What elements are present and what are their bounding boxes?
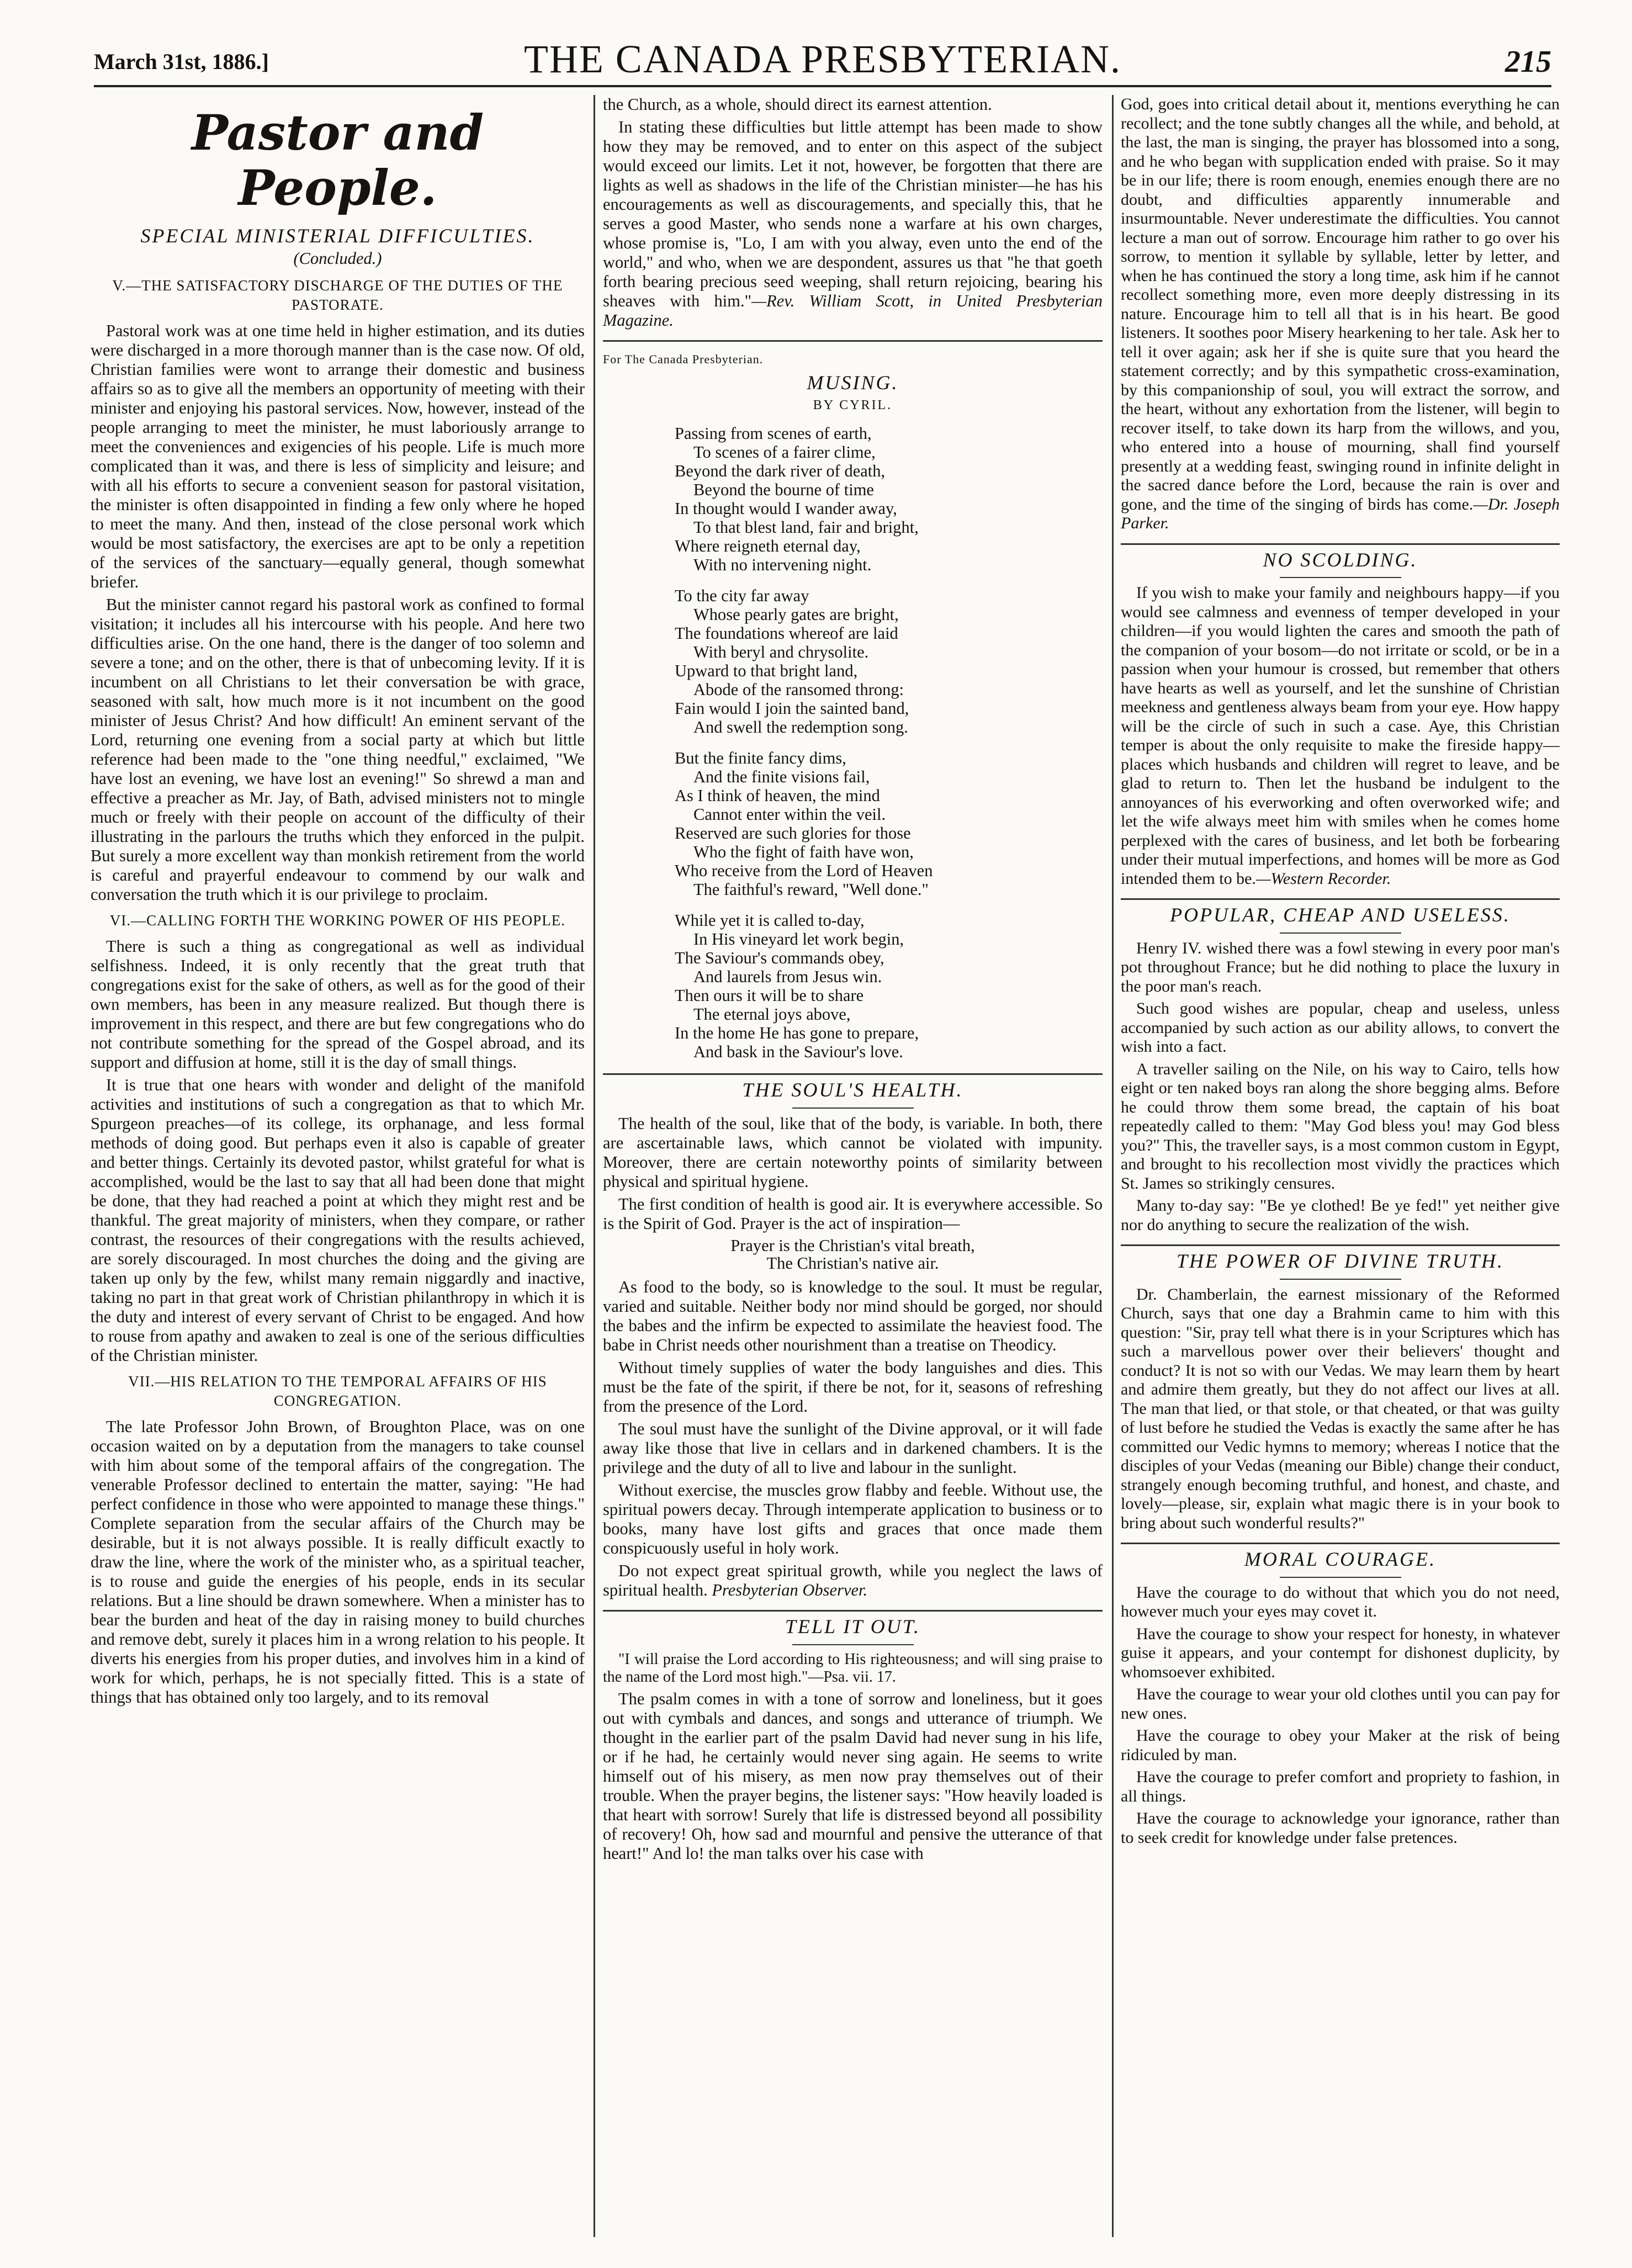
paragraph: Have the courage to acknowledge your ignorance, rather than to seek credit for knowledge under false pretences. [1121,1809,1560,1847]
poem-line: Then ours it will be to share [675,986,864,1005]
poem-line: Upward to that bright land, [675,661,858,680]
divider [1121,1543,1560,1544]
poem-line: In thought would I wander away, [675,499,897,518]
poem-line: As I think of heaven, the mind [675,786,880,805]
paragraph: Have the courage to obey your Maker at the risk of being ridiculed by man. [1121,1726,1560,1764]
paragraph [603,1561,1103,1600]
poem-line: Where reigneth eternal day, [675,537,861,555]
paragraph-text: In stating these difficulties but little attempt has been made to show how they may be removed, and to enter on this aspect of the subject would exceed our limits. Let it not, however, be forgotten that there are lights as well as shadows in the life of the Christian minister—he has his encouragements as well as discouragements, and specially this, that he serves a good Master, who sends none a warfare at his own charges, whose promise is, "Lo, I am with you alway, even unto the end of the world," and who, when we are despondent, assures us that "he that goeth forth bearing precious seed weeping, shall return rejoicing, bearing his sheaves with him." [603,118,1103,310]
paragraph: Have the courage to show your respect for honesty, in whatever guise it appears, and your contempt for dishonest duplicity, by whomsoever exhibited. [1121,1624,1560,1681]
poem-line: But the finite fancy dims, [675,749,846,767]
paragraph-text: If you wish to make your family and neighbours happy—if you would see calmness and evenness of temper developed in your children—if you would lighten the cares and smooth the path of the companion of your bosom—do not irritate or scold, or be in a passion when your humour is crossed, but remember that others have hearts as well as yourself, and let the sunshine of Christian meekness and gentleness always beam from your eye. How happy will be the circle of such in such a case. Aye, this Christian temper is about the only requisite to make the fireside happy—places which husbands and children will regret to leave, and be glad to return to. Then let the husband be indulgent to the annoyances of his everworking and often overworked wife; and let the wife always meet him with smiles when he comes home perplexed with the cares of business, and let both be forbearing under their mutual imperfections, and homes will be more as God intended them to be. [1121,584,1560,888]
paragraph-text: God, goes into critical detail about it, mentions everything he can recollect; and the tone subtly changes all the while, and behold, at the last, the man is singing, the prayer has blossomed into a song, and he who began with supplication ended with praise. So it may be in our life; there is room enough, enemies enough there are no doubt, and difficulties apparently innumerable and insurmountable. Never underestimate the difficulties. You cannot lecture a man out of sorrow. Encourage him rather to go over his sorrow, to mention it syllable by syllable, letter by letter, and when he has continued the story a long time, ask him if he cannot recollect something more, even more deeply distressing in its nature. Encourage him to tell all that is in his heart. Be good listeners. It soothes poor Misery hearkening to her tale. Ask her to tell it over again; ask her if she is quite sure that you heard the statement correctly; and by this sympathetic cross-examination, by this companionship of soul, you will extract the sorrow, and the heart, without any exhortation from the listener, will begin to recover itself, to take down its harp from the willows, and you, who entered into a house of mourning, shall find yourself presently at a wedding feast, swinging round in infinite delight in the sacred dance before the Lord, because the rain is over and gone, and the time of the singing of birds has come. [1121,95,1560,513]
column-1 [91,95,585,2237]
quote-line: Prayer is the Christian's vital breath, [730,1236,975,1255]
divider [1280,1279,1401,1280]
paragraph: Without exercise, the muscles grow flabby and feeble. Without use, the spiritual powers decay. Through intemperate application to business or to books, many have lost gifts and graces that once made them conspicuously useful in holy work. [603,1481,1103,1557]
poem-line: The faithful's reward, "Well done." [693,880,929,899]
paragraph: But the minister cannot regard his pastoral work as confined to formal visitation; it includes all his intercourse with his people. And here two difficulties arise. On the one hand, there is the danger of too solemn and severe a tone; and on the other, there is that of unbecoming levity. If it is incumbent on all Christians to let their conversation be with grace, seasoned with salt, how much more is it not incumbent on the good minister of Jesus Christ? And how difficult! An eminent servant of the Lord, returning one evening from a social party at which but little reference had been made to the "one thing needful," exclaimed, "We have lost an evening, we have lost an evening!" So shrewd a man and effective a preacher as Mr. Jay, of Bath, advised ministers not to mingle much or freely with their people on account of the difficulty of their illustrating in the parlours the truths which they enforced in the pulpit. But surely a more excellent way than monkish retirement from the world is careful and prayerful endeavour to commend by our walk and conversation the truth which it is our privilege to proclaim. [91,595,585,904]
signature: —Rev. William Scott, in United Presbyterian Magazine. [603,292,1103,330]
paragraph: Pastoral work was at one time held in higher estimation, and its duties were discharged in a more thorough manner than is the case now. Of old, Christian families were wont to arrange their domestic and business affairs so as to give all the members an opportunity of meeting with their minister and enjoying his pastoral services. Now, however, instead of the people arranging to meet the minister, he must laboriously arrange to meet the conveniences and exigencies of his people. Life is much more complicated than it was, and there is less of simplicity and leisure; and with all his efforts to secure a convenient season for pastoral visitation, the minister is often disappointed in finding a few only where he hoped to meet the many. And then, instead of the close personal work which would be most satisfactory, the exercises are apt to be only a repetition of the services of the sanctuary—equally general, though somewhat briefer. [91,321,585,591]
newspaper-title: THE CANADA PRESBYTERIAN. [523,37,1122,81]
article-title: POPULAR, CHEAP AND USELESS. [1170,904,1511,926]
paragraph: Dr. Chamberlain, the earnest missionary of the Reformed Church, says that one day a Brahmin came to him with this question: "Sir, pray tell what there is in your Scriptures which has such a marvellous power over their believers' thought and conduct? It is not so with our Vedas. We may learn them by heart and admire them greatly, but they do not affect our lives at all. The man that lied, or that stole, or that cheated, or that was guilty of lust before he studied the Vedas is exactly the same after he has committed our Vedic hymns to memory; whereas I notice that the disciples of your Vedas (meaning our Bible) change their conduct, strangely enough becoming truthful, and honest, and chaste, and lovely—please, sir, explain what magic there is in your book to bring about such wonderful results?" [1121,1285,1560,1532]
verse-quote [603,1237,1103,1272]
column-2 [603,95,1103,2237]
article-title: NO SCOLDING. [1263,548,1418,571]
article-title: THE POWER OF DIVINE TRUTH. [1177,1250,1504,1272]
poem-line: And swell the redemption song. [693,718,908,736]
divider [603,1073,1103,1075]
signature: —Western Recorder. [1255,869,1391,888]
subheading: V.—THE SATISFACTORY DISCHARGE OF THE DUTIES OF THE PASTORATE. [112,277,563,313]
signature: Presbyterian Observer. [712,1581,868,1599]
poem-line: Reserved are such glories for those [675,824,911,842]
article-title: SPECIAL MINISTERIAL DIFFICULTIES. [140,225,535,247]
poem-line: The foundations whereof are laid [675,624,898,643]
paragraph [1121,95,1560,533]
masthead [94,34,1551,87]
article-title: MORAL COURAGE. [1244,1548,1437,1570]
paragraph: The late Professor John Brown, of Broughton Place, was on one occasion waited on by a deputation from the managers to take counsel with him about some of the temporal affairs of the congregation. The venerable Professor declined to entertain the matter, saying: "He had perfect confidence in those who were appointed to manage these things." Complete separation from the secular affairs of the Church may be desirable, but it is not always possible. It is really difficult exactly to draw the line, where the work of the minister who, as a spiritual teacher, is to rouse and guide the energies of his people, ends in its secular relations. But a line should be drawn somewhere. When a minister has to bear the burden and heat of the day in raising money to build churches and remove debt, surely it places him in a wrong relation to his people. It diverts his energies from his proper duties, and involves him in a kind of work for which, perhaps, he is not specially fitted. This is a state of things that has obtained only too largely, and to its removal [91,1417,585,1707]
poem-line: The Saviour's commands obey, [675,948,884,967]
poem-byline: BY CYRIL. [813,398,893,412]
paragraph: the Church, as a whole, should direct its earnest attention. [603,95,992,114]
subheading: VI.—CALLING FORTH THE WORKING POWER OF HIS PEOPLE. [109,912,566,929]
quote-line: The Christian's native air. [766,1254,939,1273]
divider [603,340,1103,342]
paragraph [1121,584,1560,888]
poem-stanza [603,911,1103,1061]
paragraph: The health of the soul, like that of the body, is variable. In both, there are ascertainable laws, which cannot be violated with impunity. Moreover, there are certain noteworthy points of similarity between physical and spiritual hygiene. [603,1114,1103,1191]
paragraph: The psalm comes in with a tone of sorrow and loneliness, but it goes out with cymbals and dances, and songs and utterance of triumph. We thought in the earlier part of the psalm David had never sung in his life, or if he had, he certainly would never sing again. He seems to write himself out of his misery, as men now pray themselves out of their trouble. When the prayer begins, the listener says: "How heavily loaded is that heart with sorrow! Surely that life is distressed beyond all possibility of recovery! Oh, how sad and mournful and pensive the utterance of that heart!" And lo! the man talks over his case with [603,1689,1103,1863]
poem-line: And the finite visions fail, [693,767,870,786]
divider [1280,1577,1401,1578]
paragraph: The first condition of health is good air. It is everywhere accessible. So is the Spirit of God. Prayer is the act of inspiration— [603,1195,1103,1233]
poem-line: Beyond the bourne of time [693,480,874,499]
poem-line: In the home He has gone to prepare, [675,1024,919,1042]
paragraph-text: Do not expect great spiritual growth, while you neglect the laws of spiritual health. [603,1561,1103,1599]
poem-stanza [603,749,1103,899]
divider [1280,932,1401,934]
paragraph: It is true that one hears with wonder and delight of the manifold activities and institutions of such a congregation as that to which Mr. Spurgeon preaches—of its college, its orphanage, and less formal methods of doing good. But perhaps even it also is capable of greater and better things. Certainly its devoted pastor, whilst grateful for what is accomplished, would be the last to say that all had been done that might be done, that they had reached a point at which they might rest and be thankful. The great majority of ministers, when they compare, or rather contrast, the resources of their congregations with the results achieved, are sorely discouraged. In most churches the doing and the giving are taken up only by the few, whilst many remain niggardly and inactive, taking no part in that great work of Christian philanthropy in which it is the duty and interest of every servant of Christ to be engaged. And how to rouse from apathy and awaken to zeal is one of the serious difficulties of the Christian minister. [91,1075,585,1365]
divider [1121,543,1560,545]
poem-line: Who the fight of faith have won, [693,842,914,861]
poem-line: Passing from scenes of earth, [675,424,872,443]
paragraph: As food to the body, so is knowledge to the soul. It must be regular, varied and suitable. Neither body nor mind should be gorged, nor should the babes and the infirm be expected to assimilate the heaviest food. The babe in Christ needs other nourishment than a treatise on Theodicy. [603,1278,1103,1354]
issue-date: March 31st, 1886.] [94,49,269,74]
poem-line: Who receive from the Lord of Heaven [675,861,933,880]
poem-stanza [603,586,1103,736]
column-3 [1121,95,1560,2237]
divider [1121,1244,1560,1246]
page-number: 215 [1505,45,1551,79]
poem-line: Whose pearly gates are bright, [693,605,899,624]
paragraph: A traveller sailing on the Nile, on his way to Cairo, tells how eight or ten naked boys ran along the shore begging alms. Before he could throw them some bread, the captain of his boat repeatedly called to them: "May God bless you! may God bless you?" This, the traveller says, is a most common custom in Egypt, and brought to his recollection most vividly the practices which St. James so strikingly censures. [1121,1059,1560,1193]
paragraph: Henry IV. wished there was a fowl stewing in every poor man's pot throughout France; but he did nothing to place the luxury in the poor man's reach. [1121,939,1560,995]
paragraph: Have the courage to prefer comfort and propriety to fashion, in all things. [1121,1768,1560,1805]
paragraph: Have the courage to do without that which you do not need, however much your eyes may covet it. [1121,1583,1560,1620]
column-rule-1 [594,95,595,2237]
poem-line: Beyond the dark river of death, [675,462,886,480]
poem-line: To scenes of a fairer clime, [693,443,876,462]
paragraph: Many to-day say: "Be ye clothed! Be ye fed!" yet neither give nor do anything to secure the realization of the wish. [1121,1196,1560,1234]
poem-title: MUSING. [807,372,899,394]
paragraph: The soul must have the sunlight of the Divine approval, or it will fade away like those that live in cellars and in darkened chambers. It is the privilege and the duty of all to live and labour in the sunlight. [603,1419,1103,1477]
poem-line: Fain would I join the sainted band, [675,699,909,718]
paragraph: Such good wishes are popular, cheap and useless, unless accompanied by such action as our ability allows, to convert the wish into a fact. [1121,999,1560,1056]
paragraph: Without timely supplies of water the body languishes and dies. This must be the fate of the spirit, if there be not, for it, seasons of refreshing from the presence of the Lord. [603,1358,1103,1416]
poem-line: And bask in the Saviour's love. [693,1042,903,1061]
poem-line: And laurels from Jesus win. [693,967,882,986]
article-title: THE SOUL'S HEALTH. [742,1079,963,1101]
signature: —Dr. Joseph Parker. [1121,495,1560,532]
poem-line: Abode of the ransomed throng: [693,680,904,699]
article-title: TELL IT OUT. [785,1615,921,1638]
poem-stanza [603,424,1103,574]
paragraph: Have the courage to wear your old clothes until you can pay for new ones. [1121,1685,1560,1723]
poem-line: The eternal joys above, [693,1005,851,1024]
poem-line: In His vineyard let work begin, [693,930,904,948]
divider [1280,577,1401,578]
poem-line: While yet it is called to-day, [675,911,865,930]
column-rule-2 [1112,95,1114,2237]
poem-line: With no intervening night. [693,555,872,574]
poem-line: To that blest land, fair and bright, [693,518,919,537]
section-title: Pastor and People. [191,104,484,216]
paragraph: "I will praise the Lord according to His righteousness; and will sing praise to the name of the Lord most high."—Psa. vii. 17. [603,1651,1103,1686]
poem-line: Cannot enter within the veil. [693,805,886,824]
divider [792,1107,914,1109]
subheading: VII.—HIS RELATION TO THE TEMPORAL AFFAIRS OF HIS CONGREGATION. [128,1373,547,1409]
divider [603,1610,1103,1612]
divider [792,1644,914,1645]
concluded-note: (Concluded.) [293,249,382,268]
paragraph: There is such a thing as congregational as well as individual selfishness. Indeed, it is only recently that the great truth that congregations exist for the sake of others, as well as for the good of their own members, has been in any measure realized. But though there is improvement in this respect, and there are but few congregations who do not contribute something for the spread of the Gospel abroad, and its support and diffusion at home, still it is the day of small things. [91,937,585,1072]
poem-line: To the city far away [675,586,809,605]
poem-line: With beryl and chrysolite. [693,643,869,661]
paragraph [603,118,1103,330]
divider [1121,898,1560,900]
for-line: For The Canada Presbyterian. [603,352,764,366]
